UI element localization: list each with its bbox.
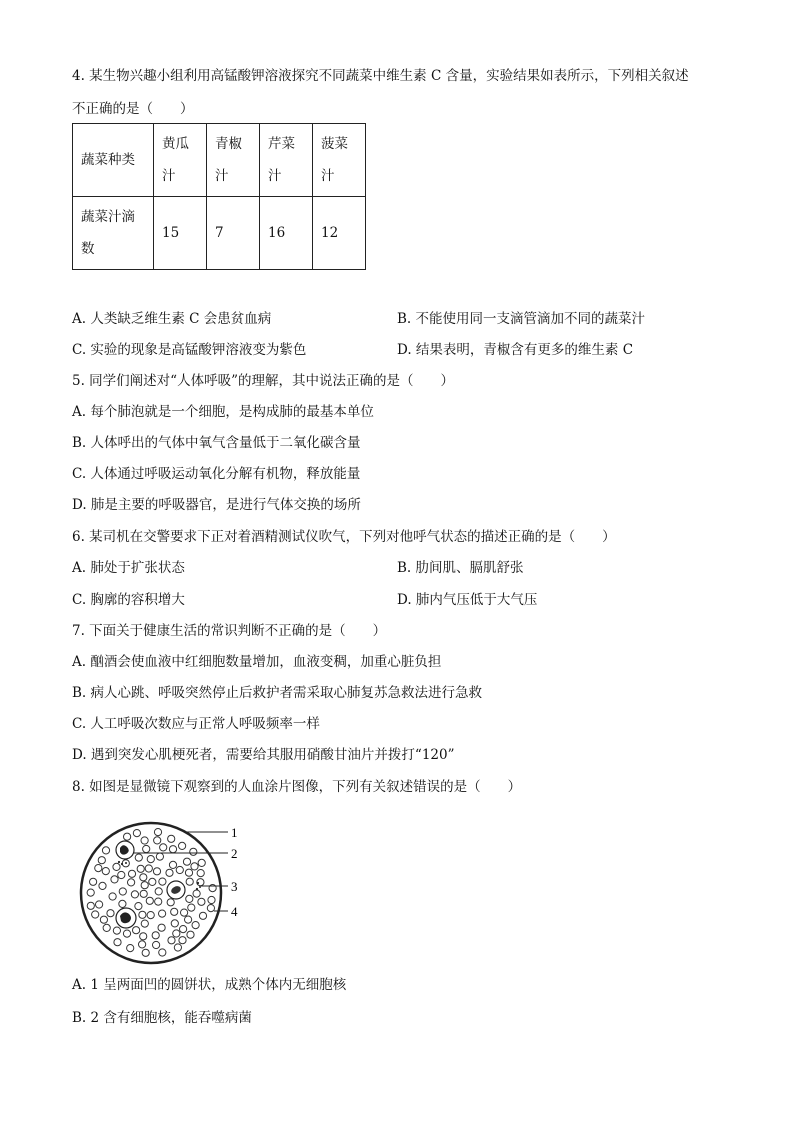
red-blood-cell: [103, 924, 110, 931]
figure-label-3: 3: [231, 879, 238, 894]
red-blood-cell: [185, 869, 192, 876]
red-blood-cell: [92, 911, 99, 918]
white-blood-cell: [116, 908, 136, 928]
red-blood-cell: [181, 909, 188, 916]
red-blood-cell: [119, 900, 126, 907]
red-blood-cell: [198, 859, 205, 866]
red-blood-cell: [128, 870, 135, 877]
red-blood-cell: [133, 830, 140, 837]
red-blood-cell: [135, 854, 142, 861]
red-blood-cell: [142, 949, 149, 956]
red-blood-cell: [168, 835, 175, 842]
red-blood-cell: [141, 837, 148, 844]
q5-option-d: D. 肺是主要的呼吸器官，是进行气体交换的场所: [72, 497, 361, 513]
table-cell: 15: [154, 197, 207, 270]
red-blood-cell: [169, 846, 176, 853]
red-blood-cell: [171, 920, 178, 927]
table-header-cell: 芹菜 汁: [260, 124, 313, 197]
q6-option-b: B. 肋间肌、膈肌舒张: [397, 560, 524, 576]
red-blood-cell: [173, 930, 180, 937]
red-blood-cell: [128, 879, 135, 886]
red-blood-cell: [155, 898, 162, 905]
red-blood-cell: [158, 924, 165, 931]
red-blood-cell: [185, 916, 192, 923]
red-blood-cell: [171, 908, 178, 915]
red-blood-cell: [140, 933, 147, 940]
blood-smear-figure: [78, 818, 278, 972]
figure-label-4: 4: [231, 904, 238, 919]
red-blood-cell: [169, 861, 176, 868]
red-blood-cell: [166, 869, 173, 876]
q5-stem: 5. 同学们阐述对“人体呼吸”的理解，其中说法正确的是（ ）: [72, 373, 454, 389]
red-blood-cell: [198, 898, 205, 905]
red-blood-cell: [193, 890, 200, 897]
red-blood-cell: [174, 944, 181, 951]
red-blood-cell: [135, 903, 142, 910]
red-blood-cell: [141, 920, 148, 927]
q8-option-b: B. 2 含有细胞核，能吞噬病菌: [72, 1010, 252, 1026]
q7-option-a: A. 酗酒会使血液中红细胞数量增加，血液变稠，加重心脏负担: [72, 654, 442, 670]
q7-option-d: D. 遇到突发心肌梗死者，需要给其服用硝酸甘油片并拨打“120”: [72, 747, 455, 763]
red-blood-cell: [143, 845, 150, 852]
red-blood-cell: [147, 912, 154, 919]
table-row: [73, 197, 366, 270]
red-blood-cell: [119, 888, 126, 895]
q5-option-b: B. 人体呼出的气体中氧气含量低于二氧化碳含量: [72, 435, 361, 451]
table-cell: 12: [313, 197, 366, 270]
figure-label-1: 1: [231, 825, 238, 840]
red-blood-cell: [183, 858, 190, 865]
red-blood-cell: [113, 863, 120, 870]
table-header-cell: 菠菜 汁: [313, 124, 366, 197]
q6-option-c: C. 胸廓的容积增大: [72, 592, 185, 608]
figure-label-2: 2: [231, 846, 238, 861]
red-blood-cell: [191, 863, 198, 870]
red-blood-cell: [109, 893, 116, 900]
red-blood-cell: [140, 890, 147, 897]
red-blood-cell: [137, 865, 144, 872]
red-blood-cell: [154, 837, 161, 844]
red-blood-cell: [199, 912, 206, 919]
q7-option-c: C. 人工呼吸次数应与正常人呼吸频率一样: [72, 716, 320, 732]
table-cell: 7: [207, 197, 260, 270]
q8-stem: 8. 如图是显微镜下观察到的人血涂片图像，下列有关叙述错误的是（ ）: [72, 779, 522, 795]
red-blood-cell: [87, 902, 94, 909]
q6-option-d: D. 肺内气压低于大气压: [397, 592, 538, 608]
red-blood-cell: [152, 932, 159, 939]
red-blood-cell: [159, 949, 166, 956]
red-blood-cell: [127, 945, 134, 952]
red-blood-cell: [96, 901, 103, 908]
red-blood-cell: [207, 905, 214, 912]
q8-option-a: A. 1 呈两面凹的圆饼状，成熟个体内无细胞核: [72, 977, 347, 993]
red-blood-cell: [154, 829, 161, 836]
white-blood-cell-2: [116, 841, 134, 859]
red-blood-cell: [147, 856, 154, 863]
q4-stem-line2: 不正确的是（ ）: [72, 101, 194, 117]
red-blood-cell: [176, 866, 183, 873]
table-header-cell: 青椒 汁: [207, 124, 260, 197]
red-blood-cell: [186, 895, 193, 902]
q6-option-a: A. 肺处于扩张状态: [72, 560, 185, 576]
red-blood-cell: [155, 888, 162, 895]
red-blood-cell: [160, 844, 167, 851]
table-header-row: [73, 124, 366, 197]
red-blood-cell: [123, 930, 130, 937]
red-blood-cell: [139, 911, 146, 918]
red-blood-cell: [98, 857, 105, 864]
red-blood-cell: [100, 916, 107, 923]
red-blood-cell: [167, 899, 174, 906]
red-blood-cell: [179, 937, 186, 944]
red-blood-cell: [107, 910, 114, 917]
q5-option-a: A. 每个肺泡就是一个细胞，是构成肺的最基本单位: [72, 404, 374, 420]
red-blood-cell: [190, 848, 197, 855]
q5-option-c: C. 人体通过呼吸运动氧化分解有机物，释放能量: [72, 466, 361, 482]
red-blood-cell: [186, 878, 193, 885]
red-blood-cell: [153, 941, 160, 948]
red-blood-cell: [208, 896, 215, 903]
red-blood-cell: [159, 910, 166, 917]
table-row-label: 蔬菜汁滴 数: [73, 197, 154, 270]
red-blood-cell: [179, 842, 186, 849]
red-blood-cell: [95, 865, 102, 872]
red-blood-cell: [118, 871, 125, 878]
red-blood-cell: [180, 926, 187, 933]
q7-option-b: B. 病人心跳、呼吸突然停止后救护者需采取心肺复苏急救法进行急救: [72, 685, 483, 701]
red-blood-cell: [168, 937, 175, 944]
red-blood-cell: [188, 904, 195, 911]
red-blood-cell: [156, 853, 163, 860]
table-header-cell: 蔬菜种类: [73, 124, 154, 197]
table-header-cell: 黄瓜 汁: [154, 124, 207, 197]
red-blood-cell: [111, 876, 118, 883]
red-blood-cell: [149, 878, 156, 885]
blood-smear-svg: [78, 818, 278, 968]
red-blood-cell: [140, 874, 147, 881]
red-blood-cell: [153, 868, 160, 875]
q6-stem: 6. 某司机在交警要求下正对着酒精测试仪吹气，下列对他呼气状态的描述正确的是（ ）: [72, 529, 616, 545]
table-cell: 16: [260, 197, 313, 270]
red-blood-cell: [114, 939, 121, 946]
red-blood-cell: [159, 878, 166, 885]
red-blood-cell: [99, 882, 106, 889]
q4-option-a: A. 人类缺乏维生素 C 会患贫血病: [72, 311, 272, 327]
red-blood-cell: [133, 927, 140, 934]
red-blood-cell: [124, 833, 131, 840]
q4-stem-line1: 4. 某生物兴趣小组利用高锰酸钾溶液探究不同蔬菜中维生素 C 含量，实验结果如表所示，下列相关叙述: [72, 68, 689, 84]
red-blood-cell: [139, 941, 146, 948]
red-blood-cell: [192, 922, 199, 929]
red-blood-cell: [102, 847, 109, 854]
red-blood-cell: [141, 882, 148, 889]
red-blood-cell: [113, 927, 120, 934]
q7-stem: 7. 下面关于健康生活的常识判断不正确的是（ ）: [72, 623, 387, 639]
white-blood-cell-3: [167, 881, 185, 899]
red-blood-cell: [145, 865, 152, 872]
red-blood-cell: [90, 878, 97, 885]
red-blood-cell: [87, 889, 94, 896]
red-blood-cell: [187, 931, 194, 938]
red-blood-cell: [197, 870, 204, 877]
red-blood-cell: [131, 891, 138, 898]
red-blood-cell: [102, 868, 109, 875]
vegetable-table: [72, 123, 366, 270]
q4-option-b: B. 不能使用同一支滴管滴加不同的蔬菜汁: [397, 311, 646, 327]
red-blood-cell: [146, 897, 153, 904]
q4-option-c: C. 实验的现象是高锰酸钾溶液变为紫色: [72, 342, 307, 358]
q4-option-d: D. 结果表明，青椒含有更多的维生素 C: [397, 342, 634, 358]
